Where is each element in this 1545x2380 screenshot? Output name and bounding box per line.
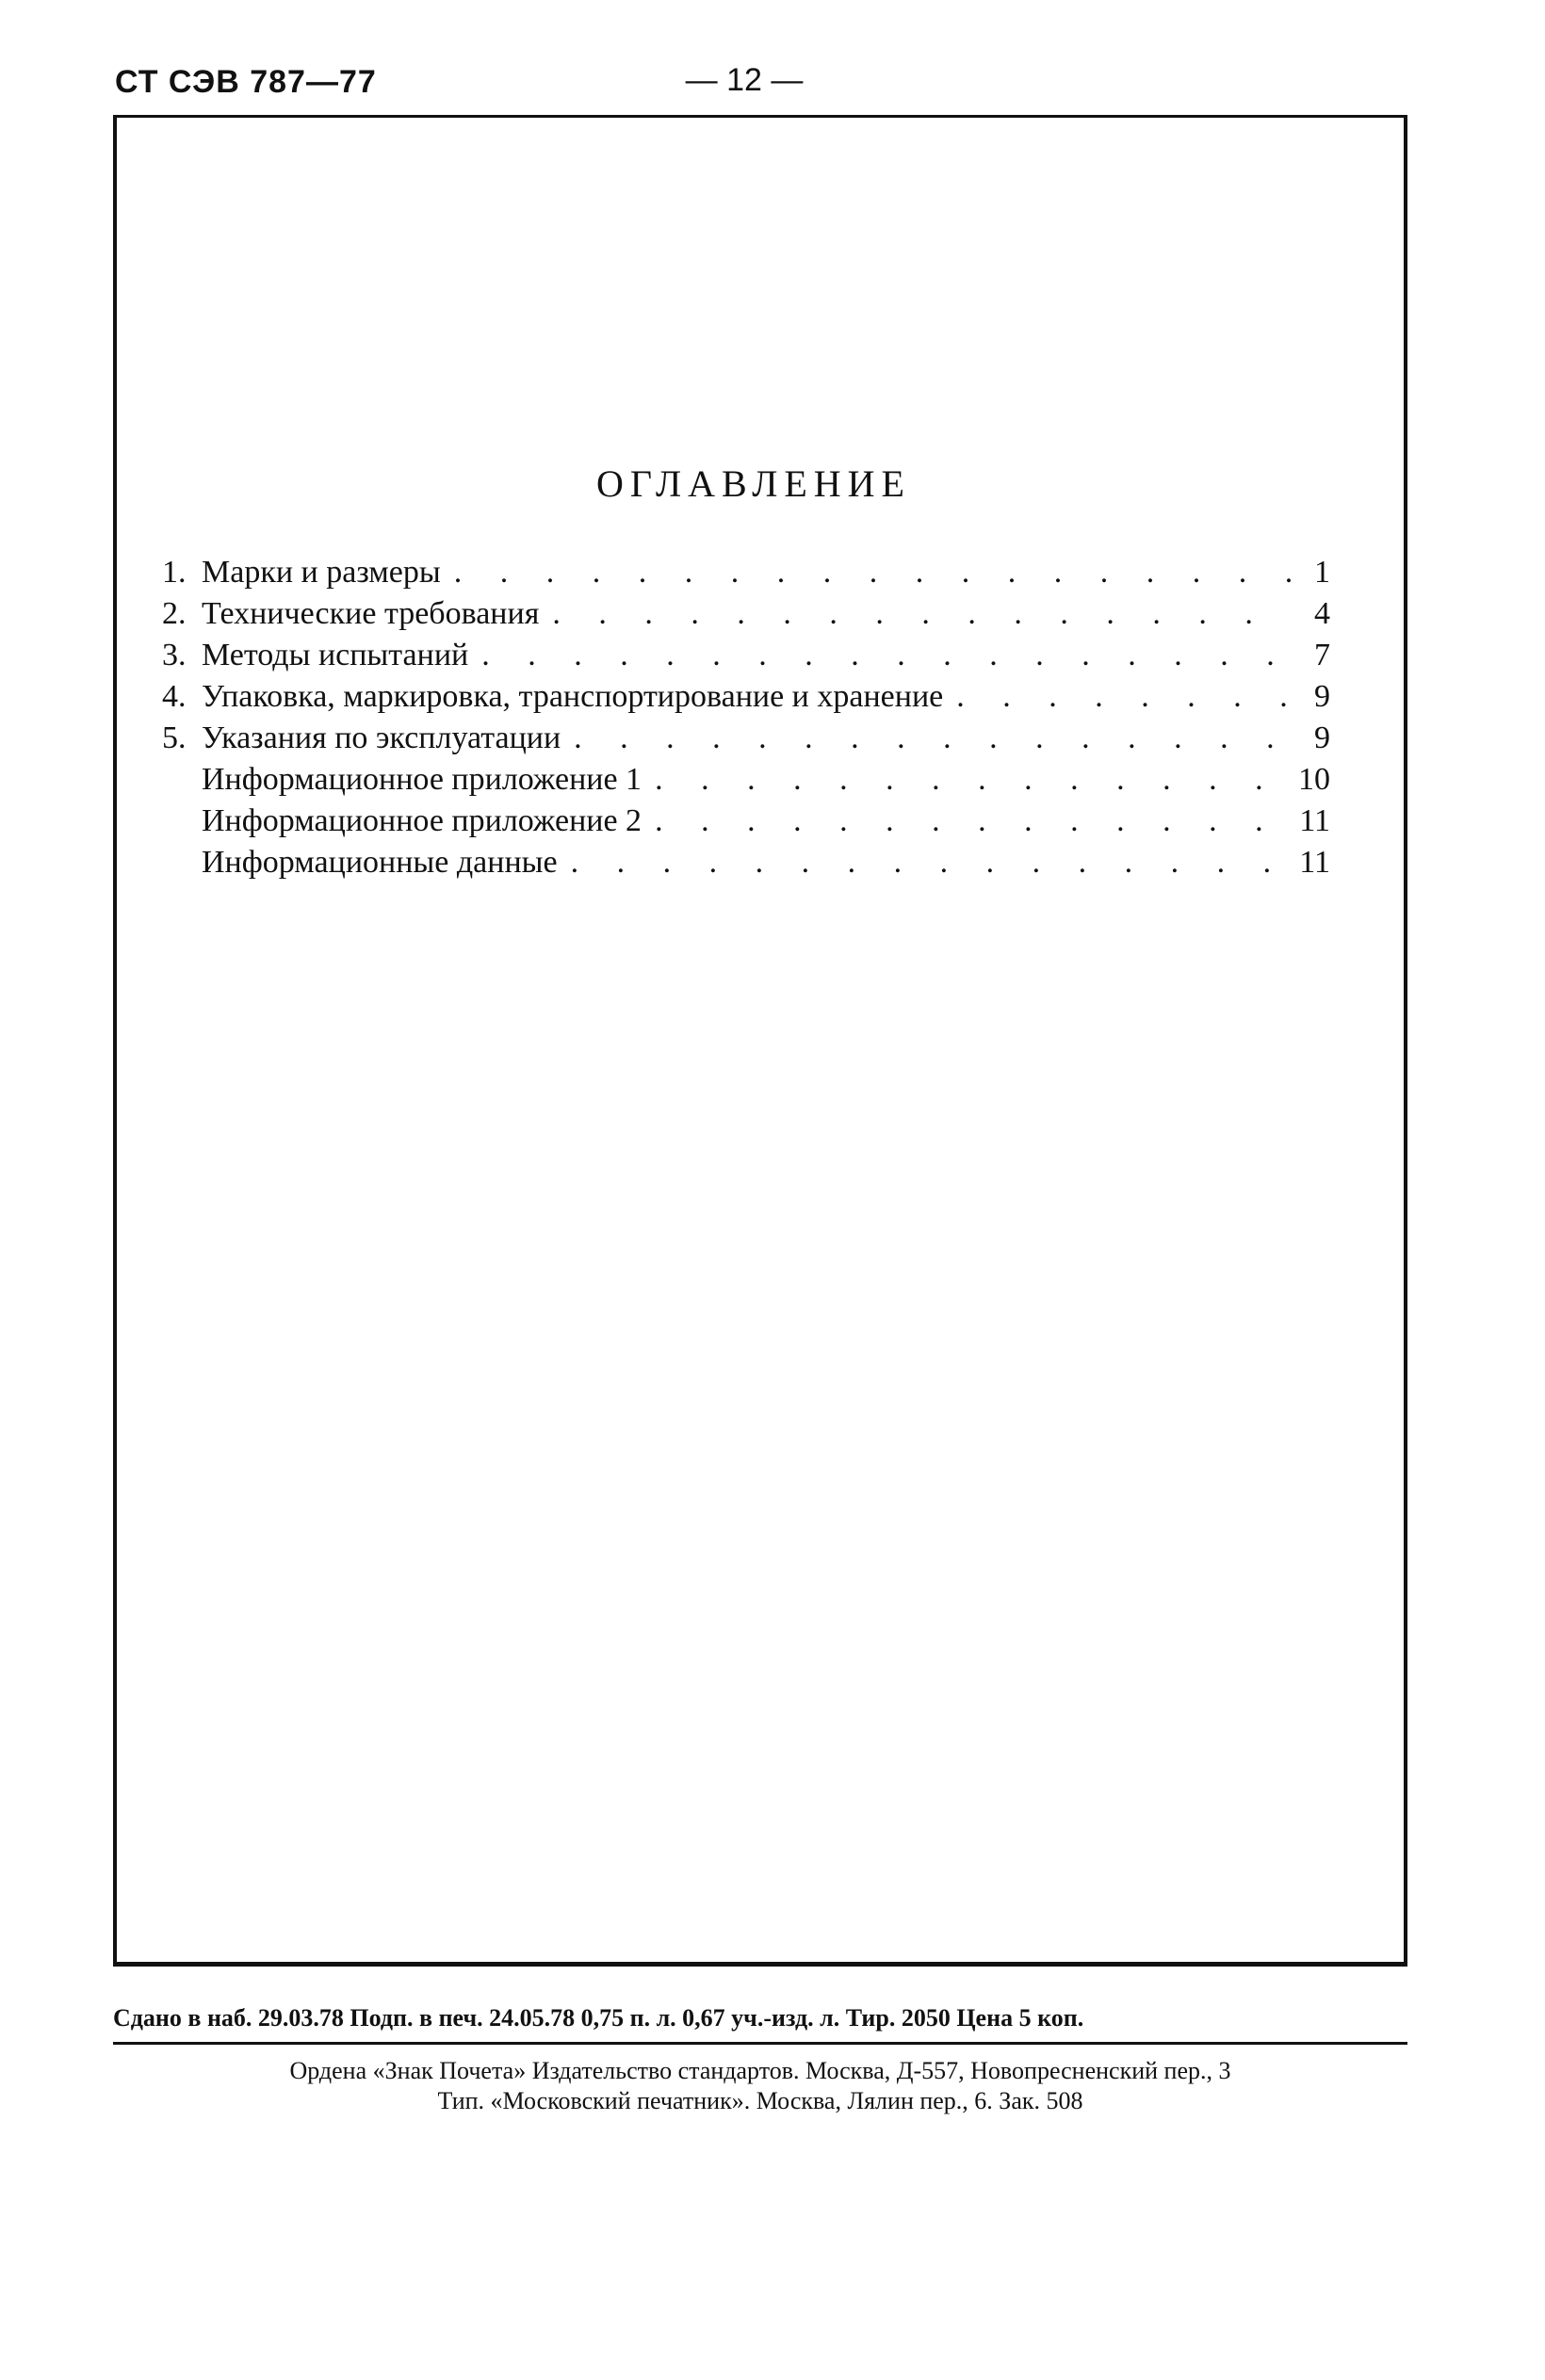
toc-item-number: 5. (162, 720, 187, 755)
imprint-block (113, 2004, 1407, 2116)
toc-item-number: 1. (162, 555, 187, 590)
toc-item[interactable] (162, 801, 1330, 842)
toc-item[interactable] (162, 759, 1330, 801)
toc-item-number: 4. (162, 679, 187, 714)
toc-leader-dots (468, 635, 1293, 676)
toc-item-page: 4 (1314, 596, 1330, 631)
toc-item-label: Информационные данные (202, 845, 558, 880)
toc-leader-dots (441, 552, 1293, 593)
toc-leader-dots (642, 801, 1293, 842)
toc-leader-dots (558, 842, 1293, 883)
toc-item-label: Упаковка, маркировка, транспортирование и хранение (202, 679, 944, 714)
toc-title: ОГЛАВЛЕНИЕ (596, 462, 911, 505)
toc-item-label: Информационное приложение 2 (202, 803, 642, 838)
page-header-code: СТ СЭВ 787—77 (115, 64, 377, 100)
toc-item[interactable] (162, 718, 1330, 759)
toc-item-label: Указания по эксплуатации (202, 720, 561, 755)
toc-item-page: 9 (1314, 720, 1330, 755)
toc-item-label: Информационное приложение 1 (202, 762, 642, 797)
toc-item-label: Технические требования (202, 596, 540, 631)
toc-item-page: 1 (1314, 555, 1330, 590)
toc-item-page: 11 (1299, 845, 1330, 880)
toc-item[interactable] (162, 593, 1330, 635)
toc-item-page: 10 (1298, 762, 1330, 797)
toc-leader-dots (943, 676, 1293, 718)
toc-leader-dots (561, 718, 1293, 759)
table-of-contents (162, 552, 1330, 883)
imprint-printer: Тип. «Московский печатник». Москва, Лялин пер., 6. Зак. 508 (437, 2087, 1083, 2114)
imprint-print-info: Сдано в наб. 29.03.78 Подп. в печ. 24.05.78 0,75 п. л. 0,67 уч.-изд. л. Тир. 2050 Цена 5 коп. (113, 2004, 1084, 2032)
toc-item[interactable] (162, 676, 1330, 718)
toc-item-page: 7 (1314, 638, 1330, 672)
toc-item-page: 11 (1299, 803, 1330, 838)
toc-item[interactable] (162, 842, 1330, 883)
content-frame (113, 115, 1407, 1967)
page-number: — 12 — (685, 62, 804, 98)
toc-item-number: 2. (162, 596, 187, 631)
imprint-publisher: Ордена «Знак Почета» Издательство стандартов. Москва, Д-557, Новопресненский пер., 3 (289, 2057, 1231, 2084)
toc-item-number: 3. (162, 638, 187, 672)
toc-leader-dots (642, 759, 1293, 801)
toc-item-label: Методы испытаний (202, 638, 469, 672)
toc-item[interactable] (162, 552, 1330, 593)
toc-item-page: 9 (1314, 679, 1330, 714)
imprint-divider (113, 2042, 1407, 2045)
toc-item-label: Марки и размеры (202, 555, 441, 590)
toc-leader-dots (539, 593, 1293, 635)
toc-item[interactable] (162, 635, 1330, 676)
